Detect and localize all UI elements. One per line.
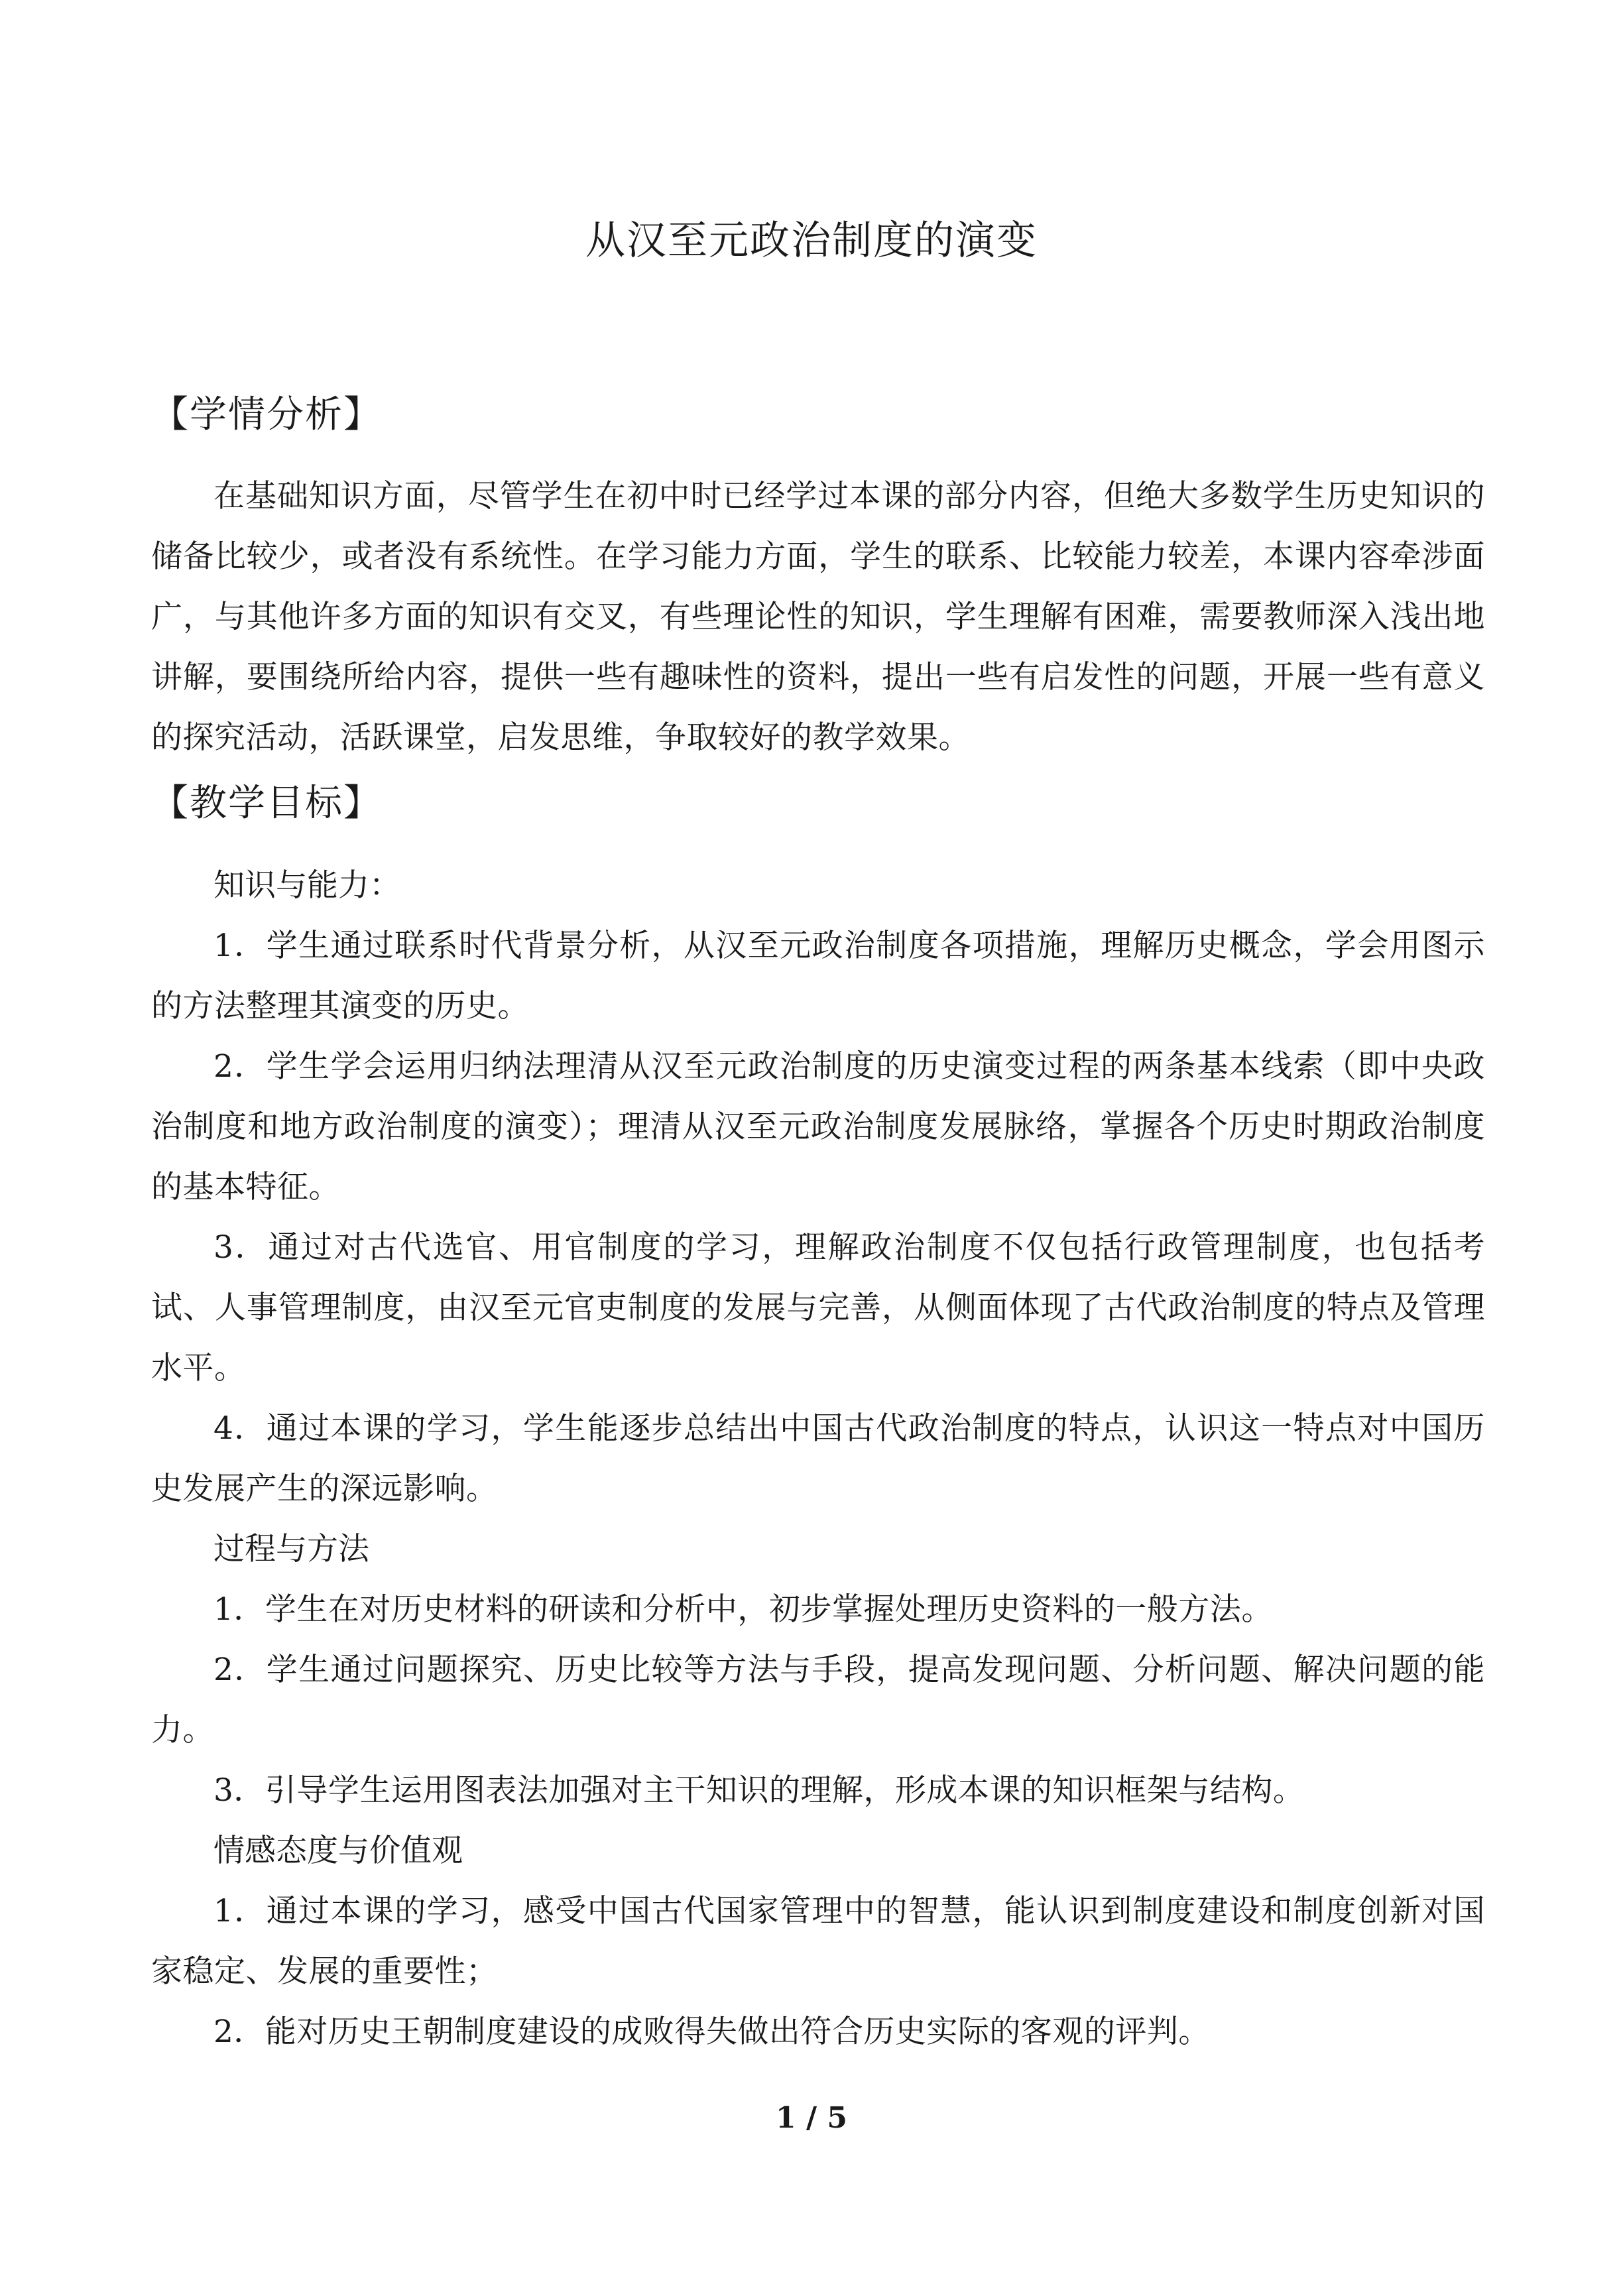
list-item: 3．引导学生运用图表法加强对主干知识的理解，形成本课的知识框架与结构。 — [213, 1772, 1305, 1809]
subheading-knowledge-ability: 知识与能力： — [213, 867, 400, 904]
list-item: 4．通过本课的学习，学生能逐步总结出中国古代政治制度的特点，认识这一特点对中国历史发展产生的深远影响。 — [151, 1410, 1485, 1507]
list-item: 1．学生通过联系时代背景分析，从汉至元政治制度各项措施，理解历史概念，学会用图示的方法整理其演变的历史。 — [151, 928, 1485, 1024]
list-item: 2．学生学会运用归纳法理清从汉至元政治制度的历史演变过程的两条基本线索（即中央政治制度和地方政治制度的演变）；理清从汉至元政治制度发展脉络，掌握各个历史时期政治制度的基本特征。 — [151, 1048, 1485, 1205]
list-item: 1．学生在对历史材料的研读和分析中，初步掌握处理历史资料的一般方法。 — [213, 1591, 1273, 1628]
paragraph-learning-analysis: 在基础知识方面，尽管学生在初中时已经学过本课的部分内容，但绝大多数学生历史知识的储备比较少，或者没有系统性。在学习能力方面，学生的联系、比较能力较差，本课内容牵涉面广，与其他许多方面的知识有交叉，有些理论性的知识，学生理解有困难，需要教师深入浅出地讲解，要围绕所给内容，提供一些有趣味性的资料，提出一些有启发性的问题，开展一些有意义的探究活动，活跃课堂，启发思维，争取较好的教学效果。 — [151, 478, 1485, 756]
section-heading-learning-analysis: 【学情分析】 — [151, 393, 382, 436]
page-number: 1 / 5 — [776, 2101, 847, 2135]
list-item: 3．通过对古代选官、用官制度的学习，理解政治制度不仅包括行政管理制度，也包括考试、人事管理制度，由汉至元官吏制度的发展与完善，从侧面体现了古代政治制度的特点及管理水平。 — [151, 1229, 1485, 1386]
list-item: 2．学生通过问题探究、历史比较等方法与手段，提高发现问题、分析问题、解决问题的能力。 — [151, 1652, 1485, 1748]
section-heading-teaching-goals: 【教学目标】 — [151, 782, 382, 825]
subheading-process-method: 过程与方法 — [213, 1531, 369, 1567]
list-item: 2．能对历史王朝制度建设的成败得失做出符合历史实际的客观的评判。 — [213, 2014, 1210, 2050]
list-item: 1．通过本课的学习，感受中国古代国家管理中的智慧，能认识到制度建设和制度创新对国家稳定、发展的重要性； — [151, 1893, 1485, 1990]
document-title: 从汉至元政治制度的演变 — [585, 217, 1038, 264]
subheading-emotion-values: 情感态度与价值观 — [213, 1833, 463, 1869]
